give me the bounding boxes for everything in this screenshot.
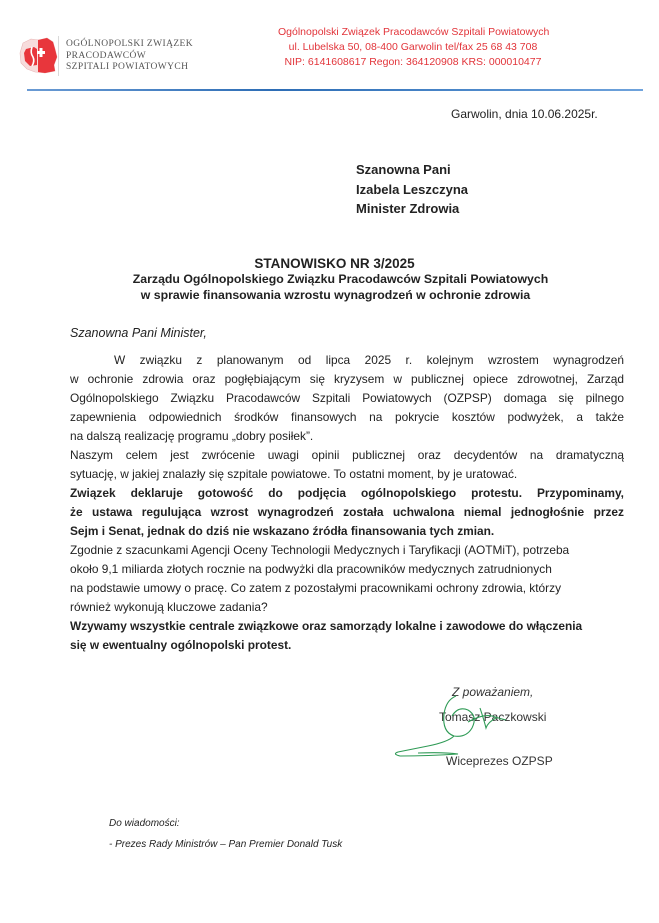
body-line: sytuację, w jakiej znalazły się szpitale powiatowe. To ostatni moment, by je uratować. bbox=[70, 467, 518, 481]
body-line: się w ewentualny ogólnopolski protest. bbox=[70, 638, 292, 652]
cc-label: Do wiadomości: bbox=[109, 818, 180, 829]
addressee-line: Minister Zdrowia bbox=[356, 201, 460, 216]
body-line: na podstawie umowy o pracę. Co zatem z pozostałymi pracownikami ochrony zdrowia, którzy bbox=[70, 581, 562, 595]
org-contact-name: Ogólnopolski Związek Pracodawców Szpitali Powiatowych bbox=[278, 26, 550, 38]
paragraph-5-bold bbox=[70, 617, 624, 655]
date-line: Garwolin, dnia 10.06.2025r. bbox=[451, 107, 598, 121]
salutation: Szanowna Pani Minister, bbox=[70, 326, 207, 340]
document-subtitle-line: w sprawie finansowania wzrostu wynagrodzeń w ochronie zdrowia bbox=[140, 287, 531, 302]
signer-title: Wiceprezes OZPSP bbox=[446, 754, 553, 768]
signer-name: Tomasz Paczkowski bbox=[439, 710, 547, 724]
org-contact-address: ul. Lubelska 50, 08-400 Garwolin tel/fax 25 68 43 708 bbox=[288, 41, 538, 53]
cc-recipient: - Prezes Rady Ministrów – Pan Premier Donald Tusk bbox=[109, 839, 343, 850]
org-name-line: PRACODAWCÓW bbox=[66, 50, 147, 61]
org-contact-block bbox=[278, 25, 548, 70]
org-contact-registry: NIP: 6141608617 Regon: 364120908 KRS: 000010477 bbox=[284, 56, 542, 68]
paragraph-4 bbox=[70, 541, 624, 617]
paragraph-2 bbox=[70, 446, 624, 484]
ozpsp-logo-icon bbox=[17, 35, 59, 75]
paragraph-1 bbox=[70, 351, 624, 446]
header-divider bbox=[27, 89, 643, 91]
letter-body bbox=[70, 351, 624, 655]
addressee-line: Szanowna Pani bbox=[356, 162, 451, 177]
logo-divider bbox=[58, 36, 59, 76]
body-line: Zgodnie z szacunkami Agencji Oceny Technologii Medycznych i Taryfikacji (AOTMiT), potrzeba bbox=[70, 543, 570, 557]
body-line: Wzywamy wszystkie centrale związkowe oraz samorządy lokalne i zawodowe do włączenia bbox=[70, 619, 583, 633]
addressee-block bbox=[356, 160, 468, 219]
org-name-logotype bbox=[66, 39, 193, 74]
document-title: STANOWISKO NR 3/2025 bbox=[254, 256, 415, 271]
body-line: że ustawa regulująca wzrost wynagrodzeń została uchwalona niemal jednogłośnie przez bbox=[70, 505, 624, 519]
body-line: W związku z planowanym od lipca 2025 r. kolejnym wzrostem wynagrodzeń bbox=[114, 353, 624, 367]
body-line: Sejm i Senat, jednak do dziś nie wskazano źródła finansowania tych zmian. bbox=[70, 524, 495, 538]
body-line: Naszym celem jest zwrócenie uwagi opinii publicznej oraz decydentów na dramatyczną bbox=[70, 448, 624, 462]
org-name-line: SZPITALI POWIATOWYCH bbox=[66, 62, 189, 72]
body-line: Związek deklaruje gotowość do podjęcia ogólnopolskiego protestu. Przypominamy, bbox=[70, 486, 624, 500]
document-title-block bbox=[0, 256, 659, 303]
addressee-line: Izabela Leszczyna bbox=[356, 181, 468, 197]
body-line: Ogólnopolskiego Związku Pracodawców Szpitali Powiatowych (OZPSP) domaga się pilnego bbox=[70, 391, 624, 405]
paragraph-3-bold bbox=[70, 484, 624, 541]
body-line: na dalszą realizację programu „dobry posiłek”. bbox=[70, 429, 314, 443]
document-subtitle-line: Zarządu Ogólnopolskiego Związku Pracodawców Szpitali Powiatowych bbox=[132, 272, 549, 286]
body-line: około 9,1 miliarda złotych rocznie na podwyżki dla pracowników medycznych zatrudnionych bbox=[70, 562, 552, 576]
body-line: w ochronie zdrowia oraz pogłębiającym się kryzysem w publicznej opiece zdrowotnej, Zarząd bbox=[70, 372, 624, 386]
body-line: również wykonują kluczowe zadania? bbox=[70, 600, 268, 614]
closing-regards: Z poważaniem, bbox=[452, 685, 534, 699]
org-name-line: OGÓLNOPOLSKI ZWIĄZEK bbox=[66, 39, 193, 49]
body-line: zapewnienia odpowiednich środków finansowych na pokrycie kosztów podwyżek, a także bbox=[70, 410, 624, 424]
